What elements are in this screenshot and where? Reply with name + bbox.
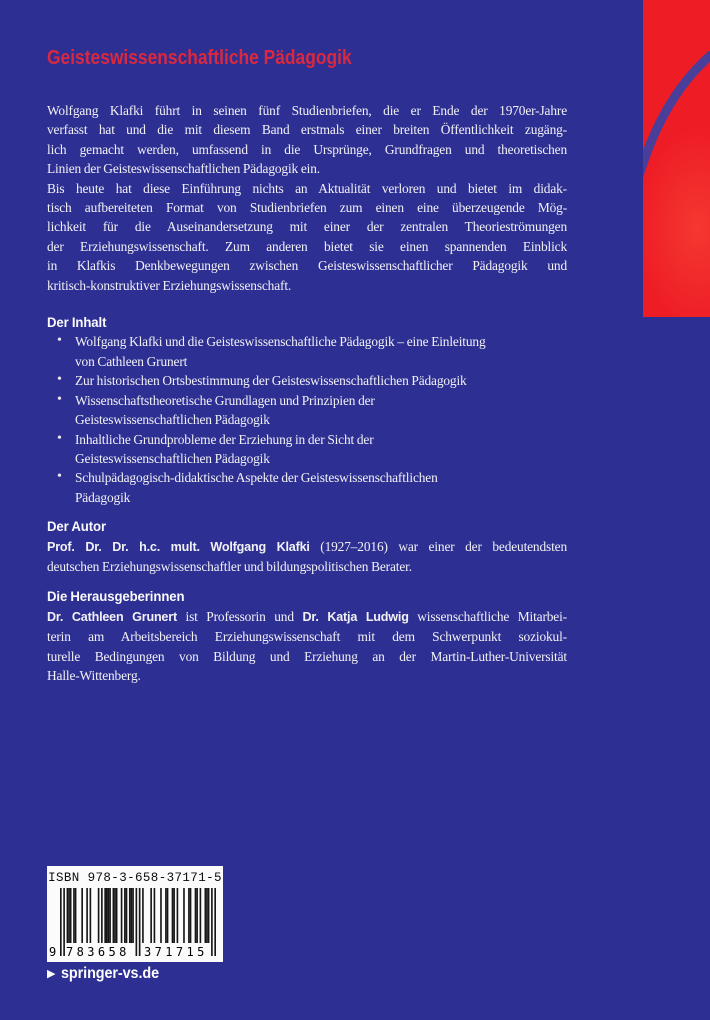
list-item — [47, 430, 567, 469]
isbn-number: ISBN 978-3-658-37171-5 — [48, 871, 222, 885]
author-paragraph — [47, 537, 567, 577]
bullet-icon: • — [57, 372, 62, 388]
list-item — [47, 468, 567, 507]
bullet-icon: • — [57, 391, 62, 407]
list-item — [47, 371, 567, 390]
editors-text: ist Professorin und — [176, 608, 303, 624]
list-item — [47, 332, 567, 371]
section-heading-autor: Der Autor — [47, 518, 106, 535]
section-heading-inhalt: Der Inhalt — [47, 314, 107, 331]
decorative-curve — [643, 0, 710, 317]
section-heading-herausgeberinnen: Die Herausgeberinnen — [47, 588, 185, 605]
list-item-text: Schulpädagogisch-didaktische Aspekte der Geisteswissenschaftlichen Pädagogik — [75, 470, 438, 505]
ean-barcode — [49, 888, 216, 959]
editor-name-2: Dr. Katja Ludwig — [302, 609, 409, 624]
barcode-digit-left: 9 — [49, 945, 57, 959]
author-name: Prof. Dr. Dr. h.c. mult. Wolfgang Klafki — [47, 539, 310, 554]
editors-text-line2: terin am Arbeitsbereich Erziehungswissenschaft mit dem Schwerpunkt soziokul- — [47, 629, 567, 645]
intro-paragraph-2: Bis heute hat diese Einführung nichts an Aktualität verloren und bietet im didak- tisch aufbereiteten Format von Studienbriefen zum einen eine überzeugende Mög- lichkeit für die Auseinandersetzung mit einer der zentralen Theorieströmungen der Erziehungswissenschaft. Zum anderen bietet sie einen spannenden Einblick in Klafkis Denkbewegungen zwischen Geisteswissenschaftlicher Pädagogik und kritisch-konstruktiver Erziehungswissenschaft. — [47, 180, 567, 293]
list-item-text: Wissenschaftstheoretische Grundlagen und Prinzipien der Geisteswissenschaftlichen Pädagogik — [75, 392, 375, 428]
bullet-icon: • — [57, 469, 62, 485]
editors-text-line4: Halle-Wittenberg. — [47, 667, 141, 683]
bullet-icon: • — [57, 430, 62, 446]
editors-text-line3: turelle Bedingungen von Bildung und Erziehung an der Martin-Luther-Universität — [47, 648, 567, 664]
list-item-text: Zur historischen Ortsbestimmung der Geisteswissenschaftlichen Pädagogik — [75, 373, 467, 389]
blurb-content — [47, 101, 567, 685]
red-accent-band — [643, 0, 710, 317]
editors-text: wissenschaftliche Mitarbei- — [408, 608, 567, 624]
editors-paragraph — [47, 607, 567, 686]
arrow-icon: ▶ — [47, 968, 56, 980]
editor-name-1: Dr. Cathleen Grunert — [47, 609, 177, 624]
list-item — [47, 391, 567, 430]
contents-list — [47, 332, 567, 507]
publisher-link[interactable] — [47, 964, 167, 984]
barcode-digits-group2: 371715 — [144, 945, 208, 959]
series-title: Geisteswissenschaftliche Pädagogik — [47, 47, 352, 69]
author-text: (1927–2016) war einer der bedeutendsten — [309, 538, 567, 554]
barcode-digits-group1: 783658 — [66, 945, 130, 959]
list-item-text: Inhaltliche Grundprobleme der Erziehung in der Sicht der Geisteswissenschaftlichen Pädagogik — [75, 431, 374, 466]
isbn-barcode-box — [47, 866, 223, 962]
list-item-text: Wolfgang Klafki und die Geisteswissenschaftliche Pädagogik – eine Einleitung von Cathleen Grunert — [75, 334, 486, 369]
intro-paragraph-1: Wolfgang Klafki führt in seinen fünf Studienbriefen, die er Ende der 1970er-Jahre verfasst hat und die mit diesem Band erstmals einer breiten Öffentlichkeit zugäng- lich gemacht werden, umfassend in die Ursprünge, Grundfragen und theoretischen Linien der Geisteswissenschaftlichen Pädagogik ein. — [47, 103, 567, 177]
author-text-line2: deutschen Erziehungswissenschaftler und bildungspolitischen Berater. — [47, 558, 412, 574]
bullet-icon: • — [57, 333, 62, 349]
publisher-url: springer-vs.de — [61, 965, 160, 982]
